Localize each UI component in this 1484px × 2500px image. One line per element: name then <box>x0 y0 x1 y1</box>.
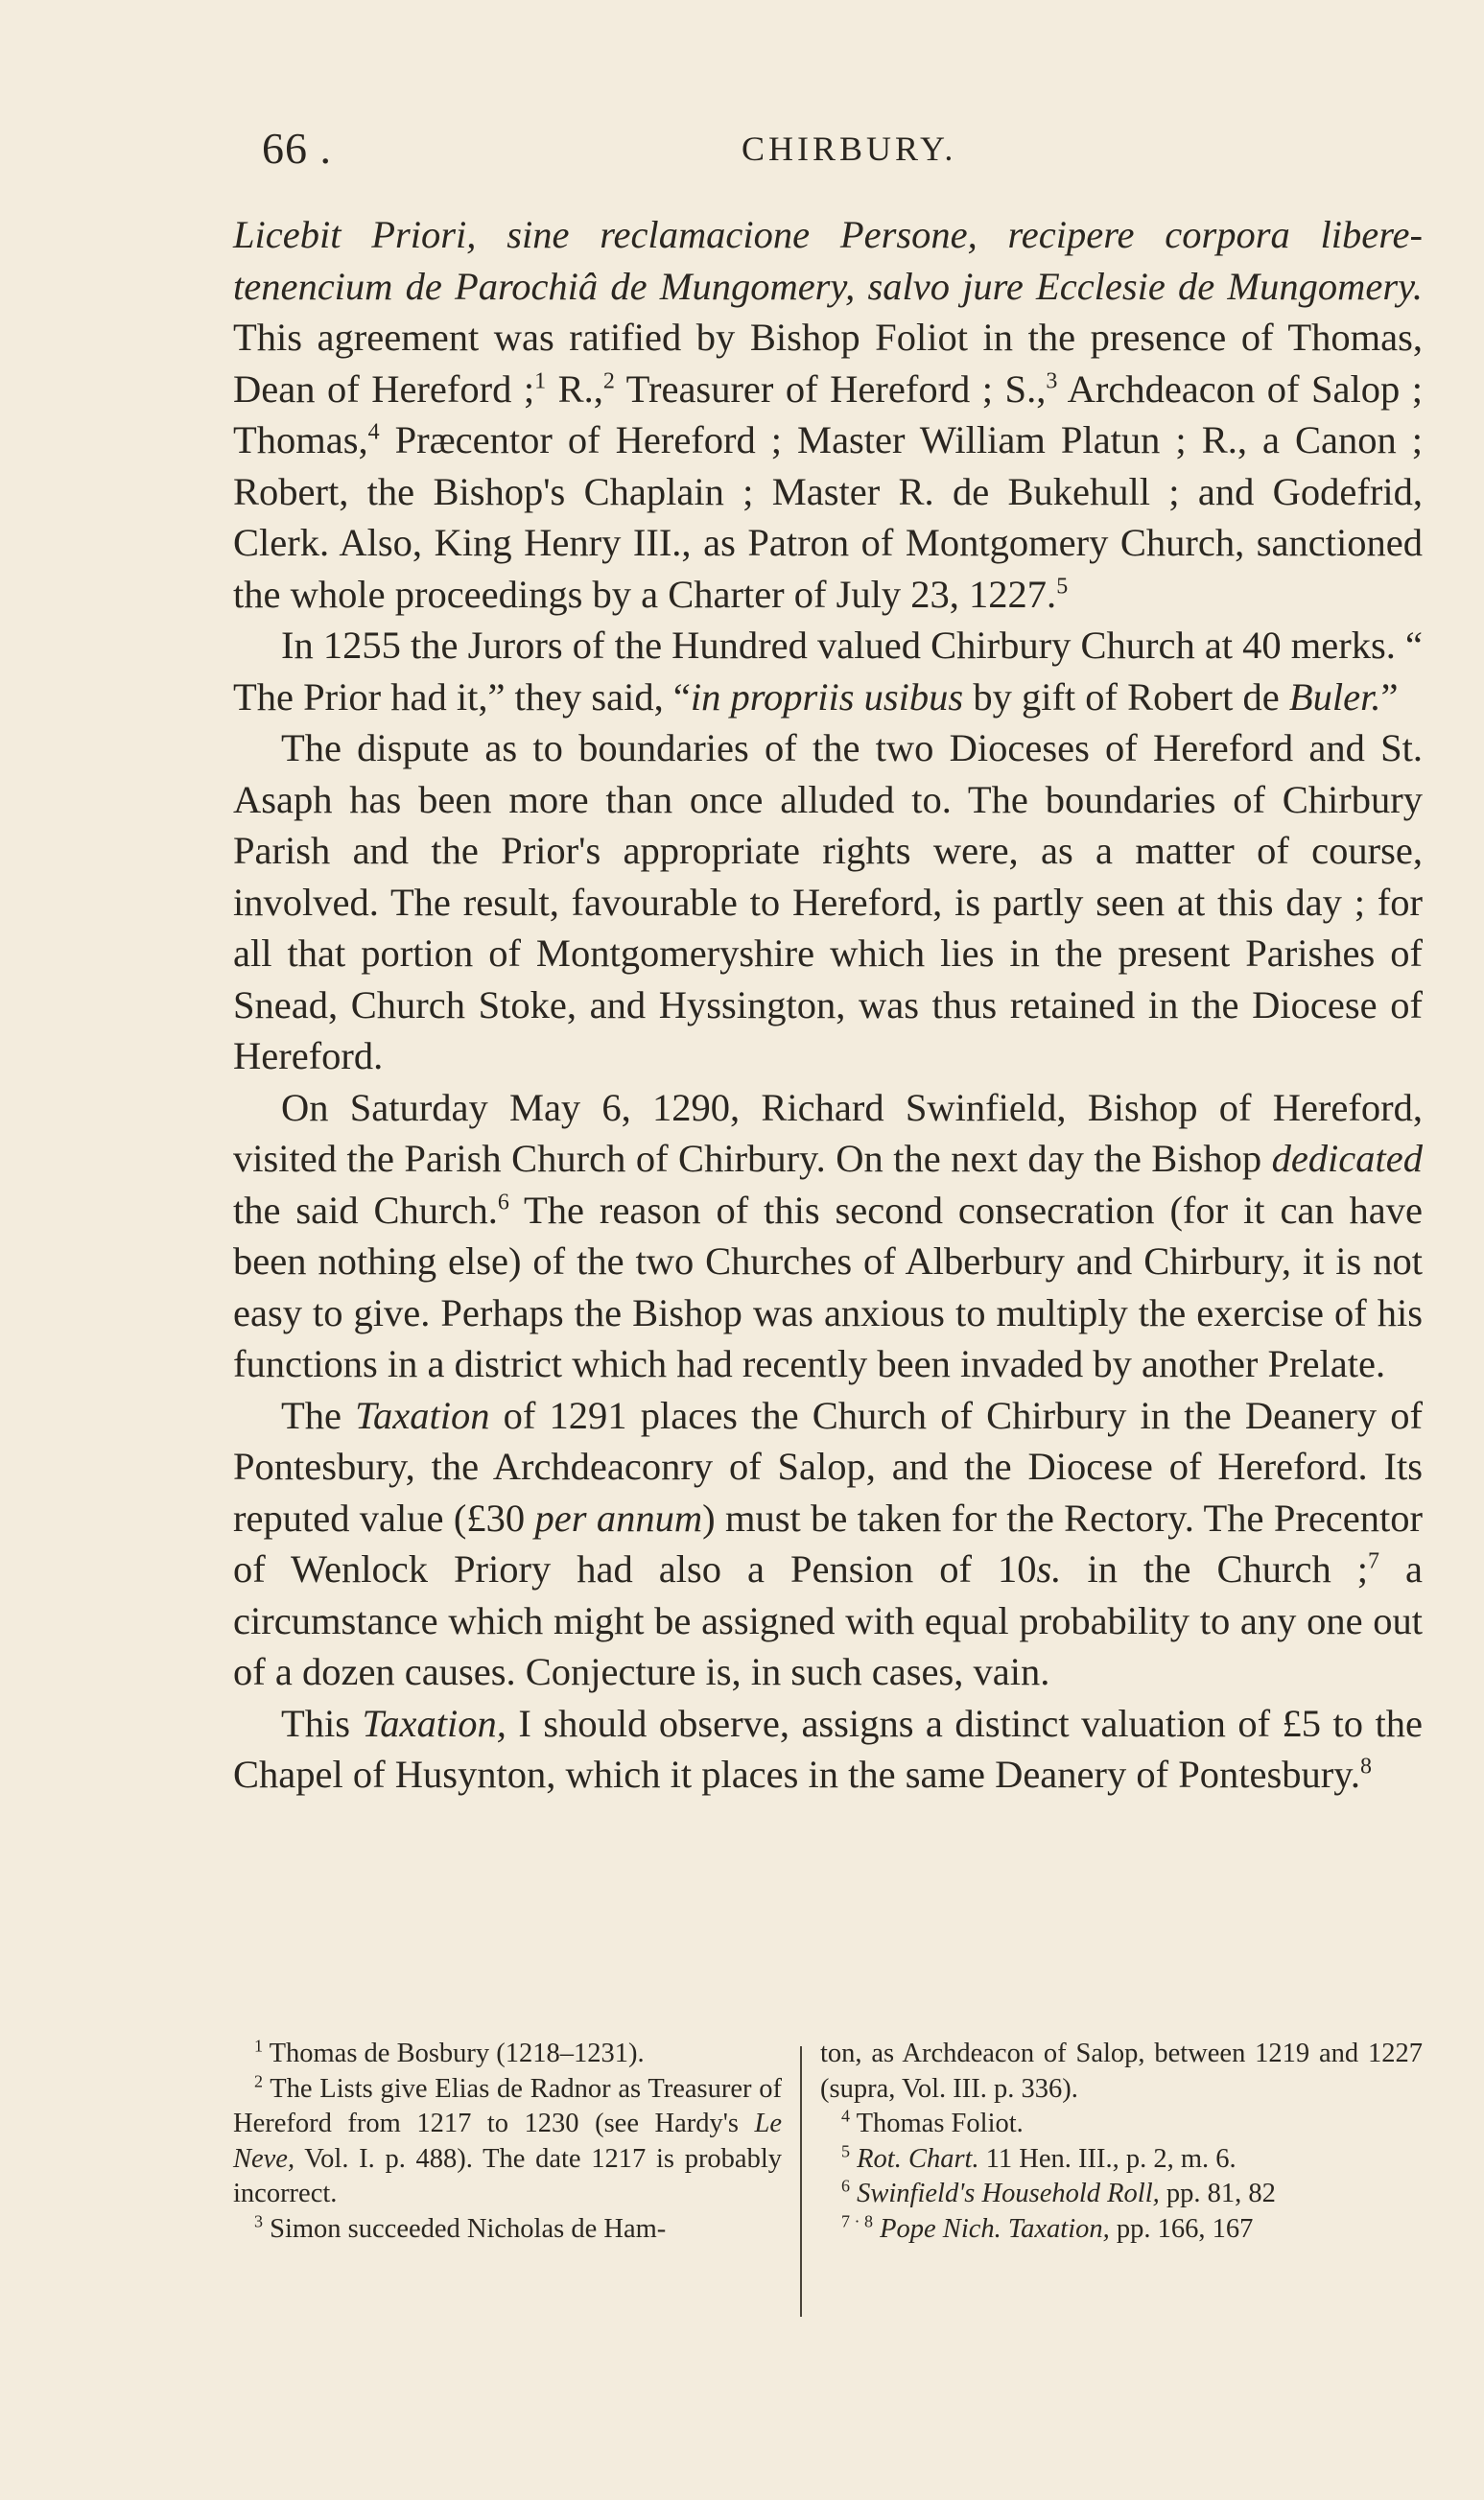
paragraph-2: In 1255 the Jurors of the Hundred valued Chirbury Church at 40 merks. “ The Prior had it,” they said, “in propriis usibus by gift of Robert de Buler.” <box>233 624 1423 719</box>
footnotes <box>233 2037 1423 2324</box>
footnote-5: $^5$ Rot. Chart. 11 Hen. III., p. 2, m. 6. <box>841 2141 1237 2174</box>
footnote-ref-7[interactable]: 7 <box>1367 1548 1379 1574</box>
footnote-1: $^1$ Thomas de Bosbury (1218–1231). <box>254 2036 645 2068</box>
page-number: 66 . <box>262 124 332 173</box>
footnote-ref-5[interactable]: 5 <box>1056 574 1069 599</box>
paragraph-5: The Taxation of 1291 places the Church of Chirbury in the Deanery of Pontesbury, the Archdeaconry of Salop, and the Diocese of Hereford. Its reputed value (£30 per annum) must be taken for the Rectory. The Precentor of Wenlock Priory had also a Pension of 10s. in the Church ;$^7$ a circumstance which might be assigned with equal probability to any one out of a dozen causes. Conjecture is, in such cases, vain. <box>233 1393 1423 1693</box>
paragraph-1: Licebit Priori, sine reclamacione Persone, recipere corpora libere-tenencium de Parochiâ de Mungomery, salvo jure Ecclesie de Mungomery. This agreement was ratified by Bishop Foliot in the presence of Thomas, Dean of Hereford ;$^1$ R.,$^2$ Treasurer of Hereford ; S.,$^3$ Archdeacon of Salop ; Thomas,$^4$ Præcentor of Hereford ; Master William Platun ; R., a Canon ; Robert, the Bishop's Chaplain ; Master R. de Bukehull ; and Godefrid, Clerk. Also, King Henry III., as Patron of Montgomery Church, sanctioned the whole proceedings by a Charter of July 23, 1227.$^5$ <box>233 213 1424 616</box>
body-text <box>233 209 1423 1801</box>
page-header <box>262 123 1413 180</box>
footnote-6: $^6$ Swinfield's Household Roll, pp. 81, 82 <box>841 2176 1276 2208</box>
footnote-3: $^3$ Simon succeeded Nicholas de Ham- <box>254 2211 667 2244</box>
footnotes-left-column <box>233 2037 782 2247</box>
footnote-ref-3[interactable]: 3 <box>1046 368 1058 393</box>
footnote-ref-2[interactable]: 2 <box>602 368 615 393</box>
footnotes-right-column <box>820 2037 1423 2247</box>
footnote-ref-4[interactable]: 4 <box>367 419 380 445</box>
footnote-4: $^4$ Thomas Foliot. <box>841 2106 1024 2138</box>
footnote-ref-1[interactable]: 1 <box>534 368 547 393</box>
footnote-7-8: $^{7 \cdot 8}$ Pope Nich. Taxation, pp. 166, 167 <box>841 2211 1254 2244</box>
paragraph-3: The dispute as to boundaries of the two Dioceses of Hereford and St. Asaph has been more than once alluded to. The boundaries of Chirbury Parish and the Prior's appropriate rights were, as a matter of course, involved. The result, favourable to Hereford, is partly seen at this day ; for all that portion of Montgomeryshire which lies in the present Parishes of Snead, Church Stoke, and Hyssington, was thus retained in the Diocese of Hereford. <box>233 726 1423 1077</box>
footnote-3-continued: ton, as Archdeacon of Salop, between 1219 and 1227 (supra, Vol. III. p. 336). <box>820 2039 1423 2104</box>
paragraph-6: This Taxation, I should observe, assigns a distinct valuation of £5 to the Chapel of Husynton, which it places in the same Deanery of Pontesbury.$^8$ <box>233 1701 1423 1796</box>
footnote-ref-6[interactable]: 6 <box>497 1190 509 1215</box>
footnote-2: $^2$ The Lists give Elias de Radnor as Treasurer of Hereford from 1217 to 1230 (see Hardy's Le Neve, Vol. I. p. 488). The date 1217 is probably incorrect. <box>233 2071 782 2208</box>
column-divider <box>800 2046 802 2317</box>
running-head: CHIRBURY. <box>742 130 957 168</box>
latin-quote: Licebit Priori, sine reclamacione Persone, recipere corpora libere-tenencium de Parochiâ de Mungomery, salvo jure Ecclesie de Mungomery. <box>233 213 1423 308</box>
paragraph-4: On Saturday May 6, 1290, Richard Swinfield, Bishop of Hereford, visited the Parish Church of Chirbury. On the next day the Bishop dedicated the said Church.$^6$ The reason of this second consecration (for it can have been nothing else) of the two Churches of Alberbury and Chirbury, it is not easy to give. Perhaps the Bishop was anxious to multiply the exercise of his functions in a district which had recently been invaded by another Prelate. <box>233 1085 1424 1385</box>
footnote-ref-8[interactable]: 8 <box>1359 1754 1372 1780</box>
